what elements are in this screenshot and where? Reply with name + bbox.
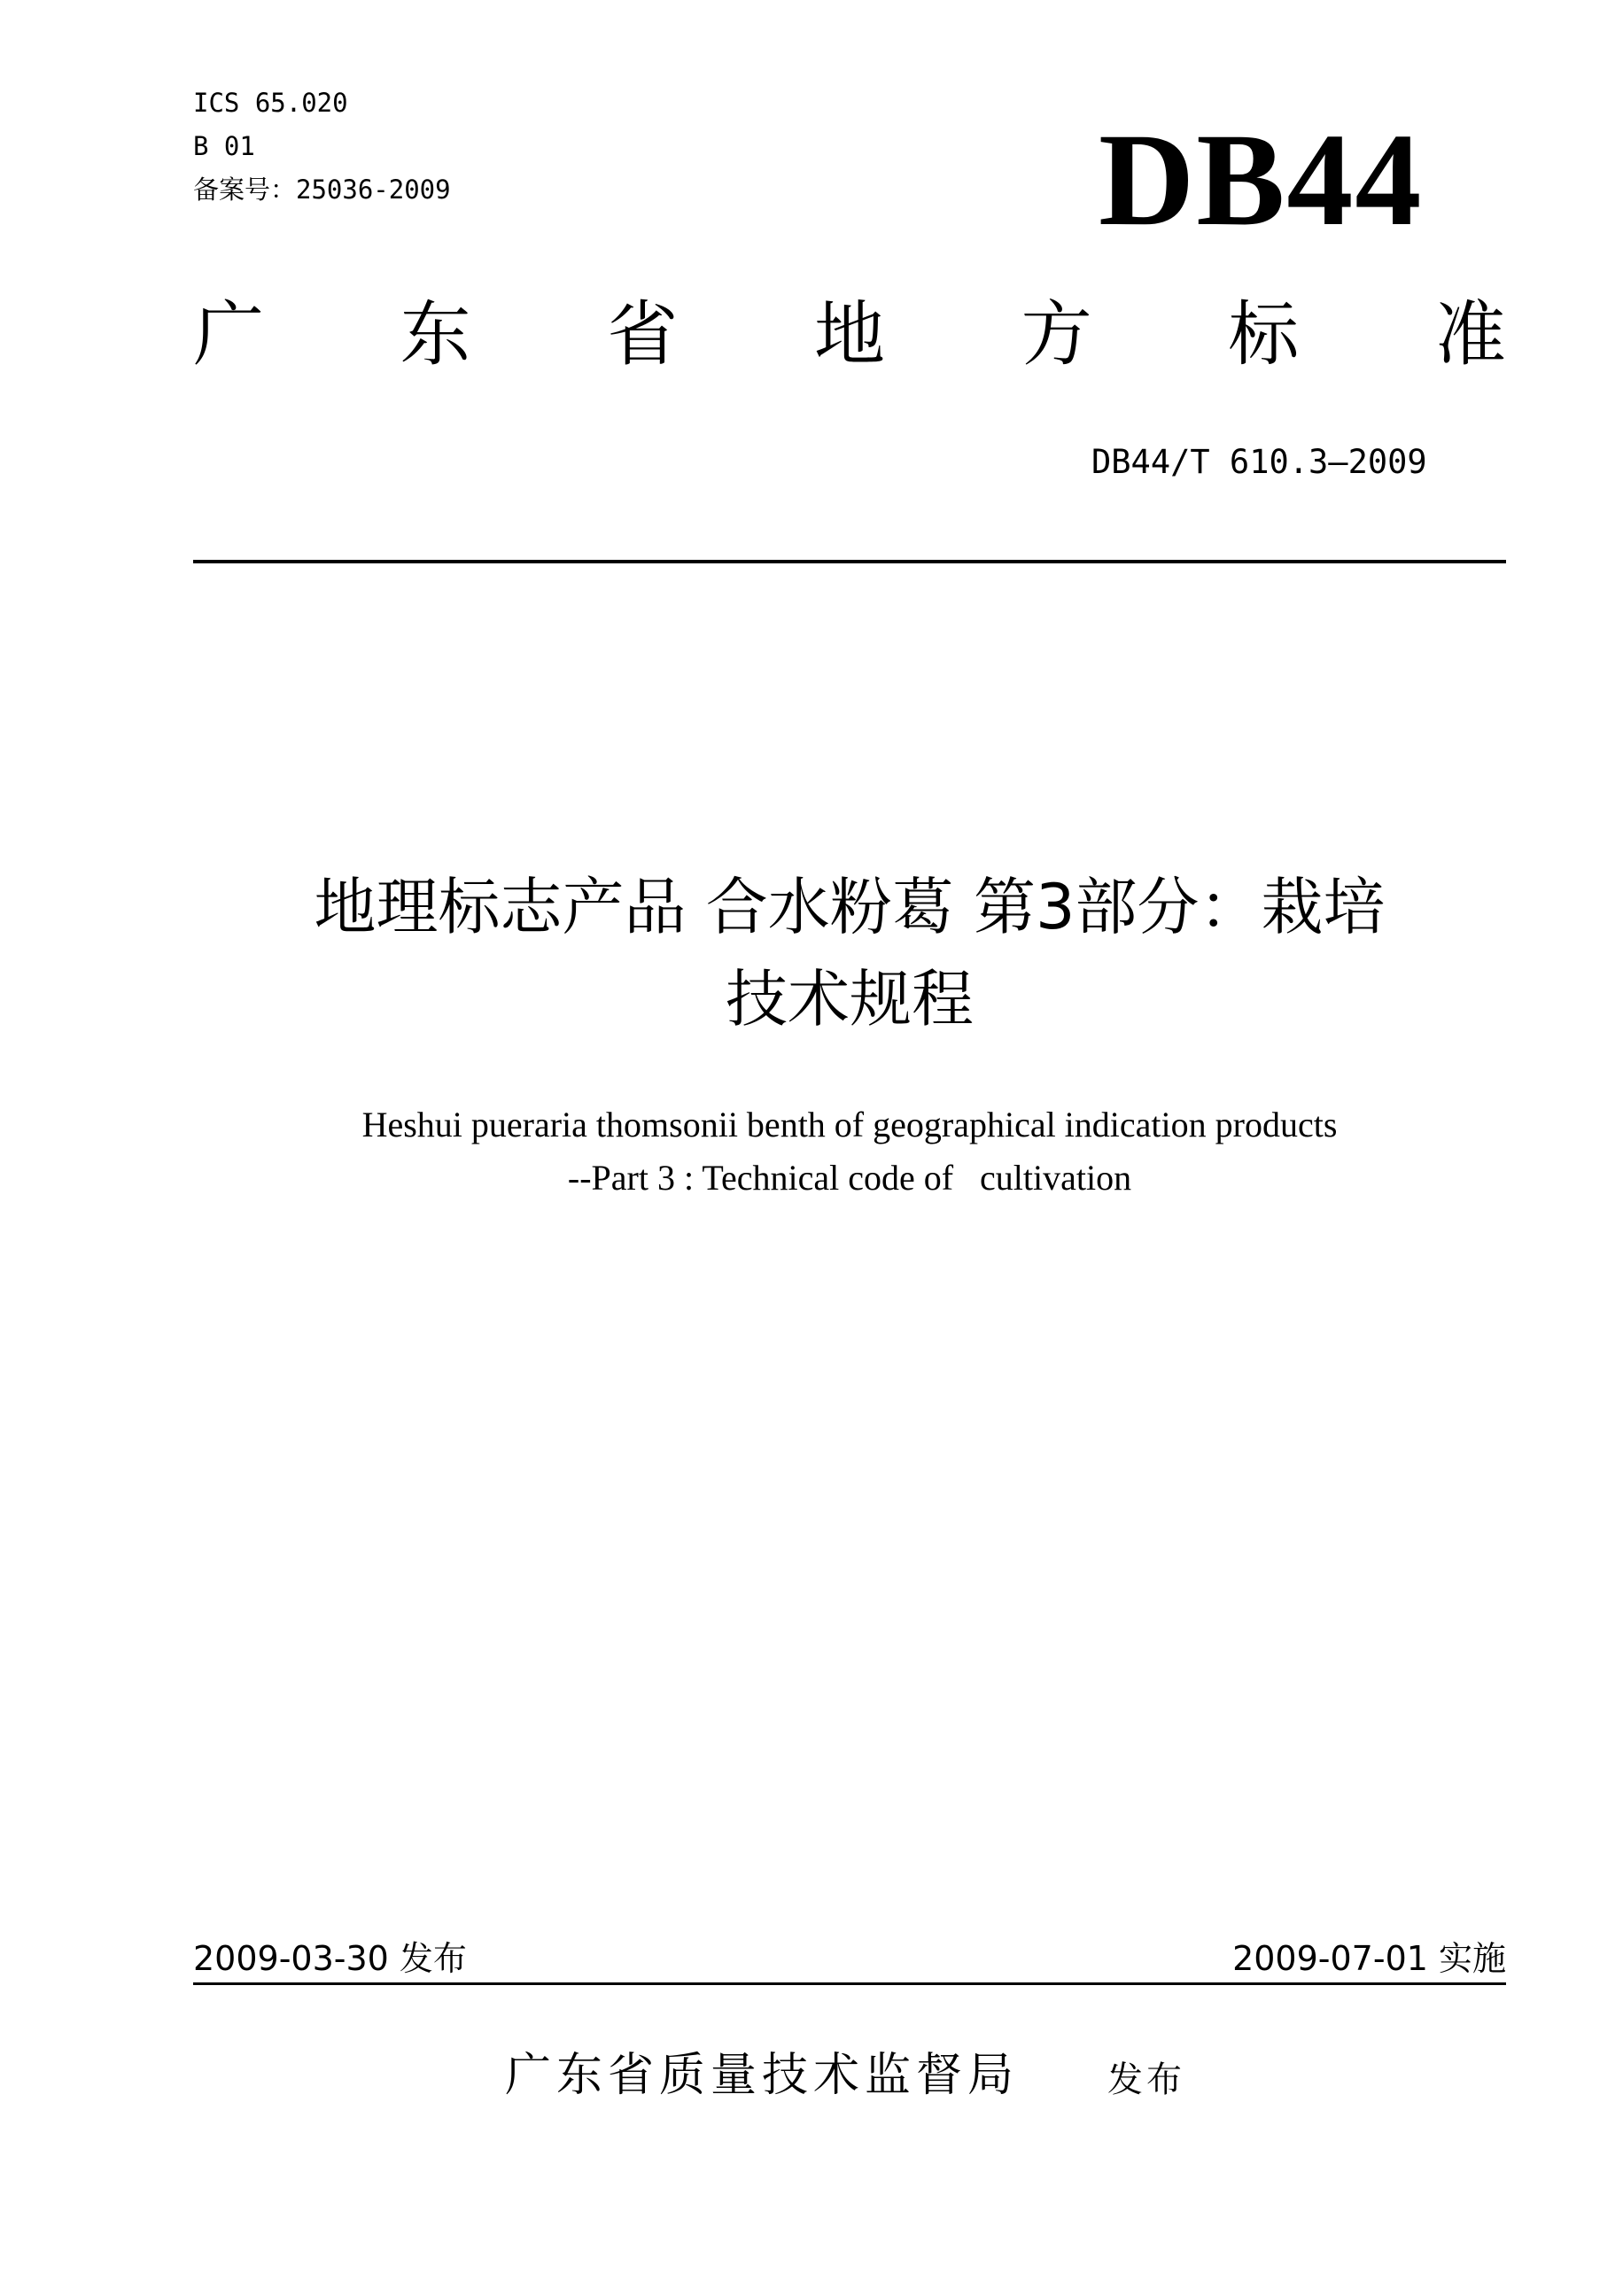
ccs-code: B 01 bbox=[193, 131, 255, 161]
standard-type-char: 准 bbox=[1434, 293, 1506, 376]
standard-code-logo: DB44 bbox=[1099, 106, 1424, 253]
standard-type-char: 东 bbox=[400, 293, 471, 376]
chinese-title-line: 技术规程 bbox=[726, 963, 974, 1036]
standard-type-char: 方 bbox=[1021, 293, 1092, 376]
standard-type-char: 地 bbox=[813, 293, 885, 376]
document-metadata bbox=[193, 81, 451, 212]
standard-type-char: 标 bbox=[1228, 293, 1300, 376]
footer-divider bbox=[193, 1982, 1506, 1985]
english-title-line: --Part 3 : Technical code of cultivation bbox=[567, 1158, 1132, 1198]
issuing-label: 发布 bbox=[1107, 2059, 1185, 2100]
english-title-line: Heshui pueraria thomsonii benth of geographical indication products bbox=[361, 1105, 1338, 1144]
ics-code: ICS 65.020 bbox=[193, 88, 348, 118]
standard-type-char: 广 bbox=[193, 293, 264, 376]
chinese-title-line: 地理标志产品 合水粉葛 第3部分：栽培 bbox=[314, 871, 1386, 943]
english-title bbox=[193, 1098, 1506, 1205]
standard-type-char: 省 bbox=[607, 293, 679, 376]
record-number: 备案号：25036-2009 bbox=[193, 175, 451, 205]
issuing-authority: 广东省质量技术监督局 bbox=[505, 2049, 1020, 2102]
chinese-title bbox=[193, 861, 1506, 1045]
implementation-date: 2009-07-01 实施 bbox=[1232, 1939, 1506, 1978]
issue-date: 2009-03-30 发布 bbox=[193, 1939, 467, 1978]
standard-type-title bbox=[193, 293, 1506, 376]
header-divider bbox=[193, 560, 1506, 563]
standard-number: DB44/T 610.3—2009 bbox=[1091, 443, 1427, 481]
